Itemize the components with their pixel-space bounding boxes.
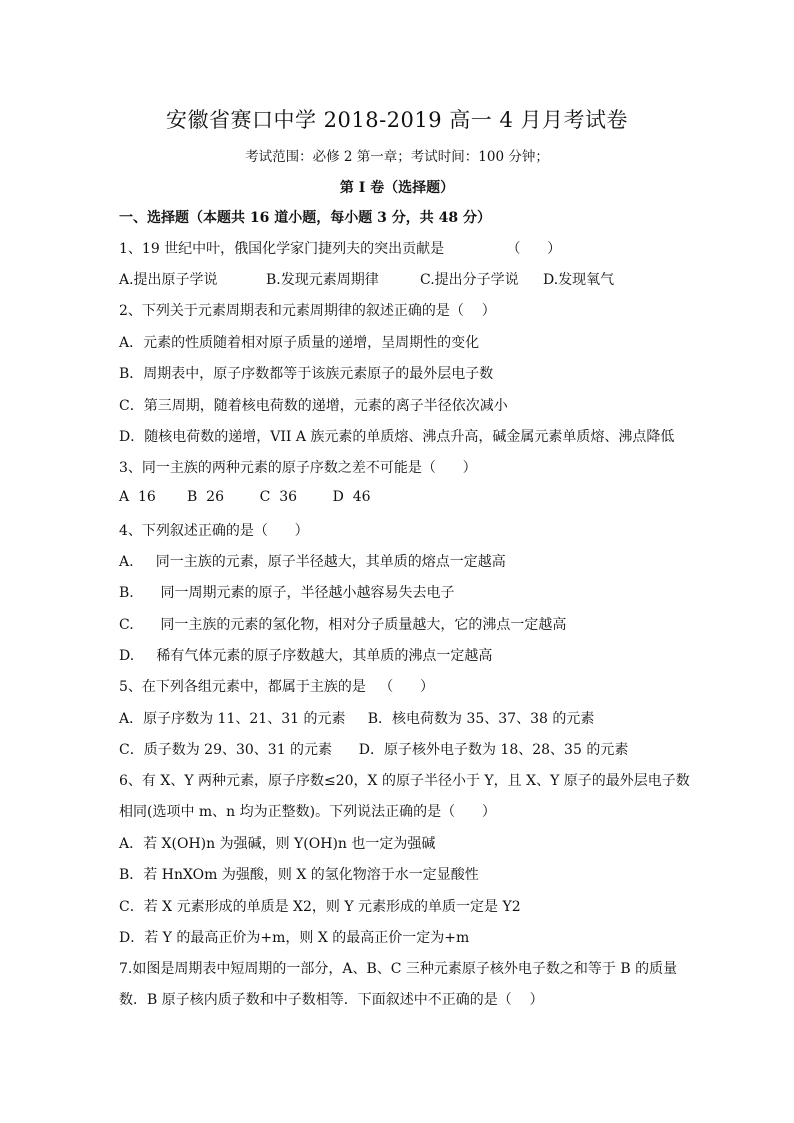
question-6-option-c: C．若 X 元素形成的单质是 X2，则 Y 元素形成的单质一定是 Y2: [119, 899, 521, 915]
question-3-stem: 3、同一主族的两种元素的原子序数之差不可能是（ ）: [119, 460, 477, 476]
question-1-option-b: B.发现元素周期律: [266, 272, 379, 288]
exam-subtitle: 考试范围：必修 2 第一章；考试时间：100 分钟；: [245, 149, 549, 165]
question-1-option-a: A.提出原子学说: [119, 272, 218, 288]
volume-heading: 第 I 卷（选择题）: [339, 180, 455, 196]
question-2-stem: 2、下列关于元素周期表和元素周期律的叙述正确的是（ ）: [119, 303, 496, 319]
exam-title: 安徽省赛口中学 2018-2019 高一 4 月月考试卷: [165, 108, 629, 132]
question-2-option-a: A．元素的性质随着相对原子质量的递增，呈周期性的变化: [119, 335, 480, 351]
question-4-option-c: C. 同一主族的元素的氢化物，相对分子质量越大，它的沸点一定越高: [119, 617, 567, 633]
question-6-stem-line-1: 6、有 X、Y 两种元素，原子序数≤20，X 的原子半径小于 Y，且 X、Y 原子的最外层电子数: [119, 773, 690, 789]
question-6-option-a: A．若 X(OH)n 为强碱，则 Y(OH)n 也一定为强碱: [119, 836, 436, 852]
question-6-option-d: D．若 Y 的最高正价为+m，则 X 的最高正价一定为+m: [119, 930, 470, 946]
question-2-option-b: B．周期表中，原子序数都等于该族元素原子的最外层电子数: [119, 366, 494, 382]
question-4-option-b: B. 同一周期元素的原子，半径越小越容易失去电子: [119, 585, 455, 601]
question-4-option-a: A. 同一主族的元素，原子半径越大，其单质的熔点一定越高: [119, 554, 506, 570]
question-6-option-b: B．若 HnXOm 为强酸，则 X 的氢化物溶于水一定显酸性: [119, 867, 479, 883]
question-5-stem: 5、在下列各组元素中，都属于主族的是 （ ）: [119, 679, 434, 695]
question-4-stem: 4、下列叙述正确的是（ ）: [119, 523, 309, 539]
question-1-option-c: C.提出分子学说: [420, 272, 519, 288]
question-7-stem-line-1: 7.如图是周期表中短周期的一部分，A、B、C 三种元素原子核外电子数之和等于 B 的质量: [119, 961, 678, 977]
question-1-option-d: D.发现氧气: [543, 272, 615, 288]
question-1-stem: 1、19 世纪中叶，俄国化学家门捷列夫的突出贡献是 （ ）: [119, 241, 562, 257]
question-6-stem-line-2: 相同(选项中 m、n 均为正整数)。下列说法正确的是（ ）: [119, 804, 496, 820]
question-5-options-ab: A．原子序数为 11、21、31 的元素 B．核电荷数为 35、37、38 的元素: [119, 711, 595, 727]
question-3-options: A 16 B 26 C 36 D 46: [119, 489, 371, 505]
question-2-option-d: D．随核电荷数的递增，VII A 族元素的单质熔、沸点升高，碱金属元素单质熔、沸点降低: [119, 429, 675, 445]
question-5-options-cd: C．质子数为 29、30、31 的元素 D．原子核外电子数为 18、28、35 的元素: [119, 742, 629, 758]
question-7-stem-line-2: 数．B 原子核内质子数和中子数相等．下面叙述中不正确的是（ ）: [119, 992, 544, 1008]
section-heading: 一、选择题（本题共 16 道小题，每小题 3 分，共 48 分）: [119, 210, 491, 226]
question-4-option-d: D. 稀有气体元素的原子序数越大，其单质的沸点一定越高: [119, 648, 493, 664]
question-2-option-c: C．第三周期，随着核电荷数的递增，元素的离子半径依次减小: [119, 398, 508, 414]
